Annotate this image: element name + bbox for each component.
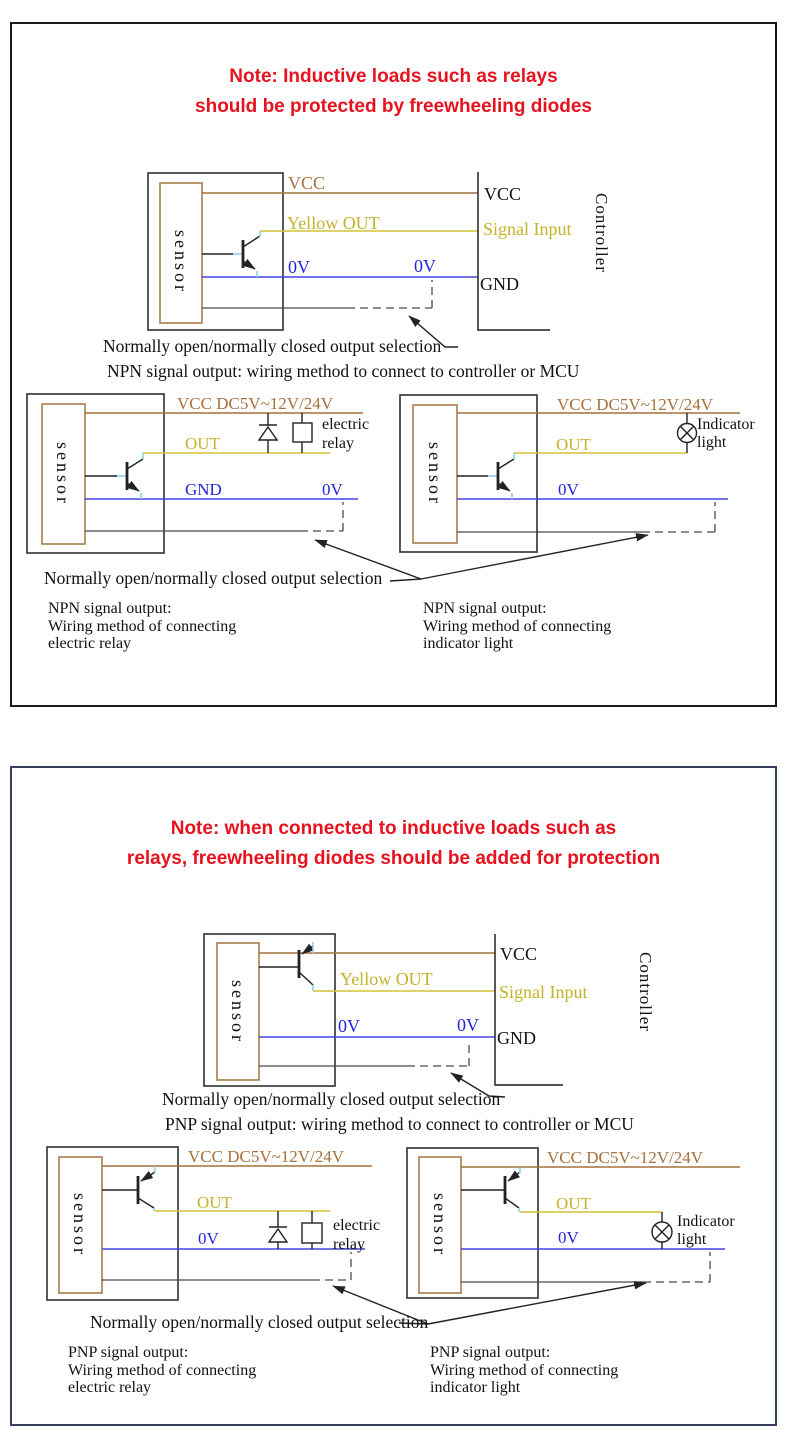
no-nc-selection-wire: [202, 280, 432, 308]
caption-line: indicator light: [423, 635, 514, 652]
light-label-line1: Indicator: [677, 1213, 735, 1230]
npn-controller-diagram: [148, 172, 611, 347]
sensor-outer-box: [47, 1147, 178, 1300]
sensor-label: sensor: [53, 442, 73, 506]
vcc-label: VCC DC5V~12V/24V: [188, 1147, 345, 1166]
indicator-lamp: [652, 1212, 672, 1249]
pnp-transistor: [259, 942, 313, 991]
no-nc-selection-wire: [259, 1040, 469, 1066]
light-label-line2: light: [697, 434, 727, 451]
zero-v-label-2: 0V: [414, 256, 436, 276]
caption-line: Wiring method of connecting: [430, 1361, 619, 1379]
sensor-outer-box: [400, 395, 537, 552]
note-line: relays, freewheeling diodes should be added for protection: [126, 848, 661, 869]
caption-line: electric relay: [48, 635, 132, 652]
out-wire-label: Yellow OUT: [340, 969, 433, 989]
note-line: should be protected by freewheeling diodes: [195, 96, 592, 117]
controller-label: Controller: [636, 952, 655, 1032]
out-label: OUT: [197, 1193, 232, 1212]
note-line: Note: when connected to inductive loads such as: [170, 818, 617, 839]
npn-main-caption-2: NPN signal output: wiring method to connect to controller or MCU: [107, 361, 580, 381]
zero-v-label: 0V: [558, 480, 579, 499]
npn-main-caption-1: Normally open/normally closed output selection: [103, 336, 442, 356]
controller-vcc-label: VCC: [500, 944, 538, 964]
pnp-controller-diagram: [204, 934, 655, 1097]
no-nc-selection-wire: [457, 502, 715, 532]
pnp-relay-diagram: [47, 1147, 380, 1300]
zero-v-label-1: 0V: [338, 1016, 360, 1036]
pnp-relay-caption: [68, 1344, 256, 1397]
npn-selection-caption: Normally open/normally closed output selection: [44, 568, 383, 588]
npn-light-caption: [423, 600, 611, 653]
relay-label-line1: electric: [322, 416, 370, 433]
vcc-label: VCC DC5V~12V/24V: [177, 394, 334, 413]
zero-v-label-1: 0V: [288, 257, 310, 277]
out-wire-label: Yellow OUT: [287, 213, 380, 233]
controller-label: Controller: [592, 193, 611, 273]
relay-label-line2: relay: [333, 1236, 365, 1253]
caption-line: PNP signal output:: [68, 1344, 189, 1361]
caption-line: Wiring method of connecting: [423, 617, 612, 635]
note-line: Note: Inductive loads such as relays: [229, 66, 558, 87]
pnp-main-caption-1: Normally open/normally closed output selection: [162, 1089, 501, 1109]
no-nc-selection-wire: [85, 502, 343, 531]
indicator-lamp: [678, 413, 697, 453]
gnd-label: GND: [185, 480, 222, 499]
controller-gnd-label: GND: [497, 1028, 536, 1048]
relay-label-line2: relay: [322, 435, 354, 452]
pnp-indicator-diagram: [407, 1148, 740, 1298]
zero-v-label: 0V: [322, 480, 343, 499]
npn-transistor: [85, 453, 143, 499]
light-label-line1: Indicator: [697, 416, 755, 433]
sensor-label: sensor: [228, 980, 248, 1044]
pnp-transistor: [461, 1167, 520, 1212]
out-label: OUT: [556, 1194, 591, 1213]
out-label: OUT: [185, 434, 220, 453]
sensor-outer-box: [204, 934, 335, 1086]
pnp-light-caption: [430, 1344, 618, 1397]
zero-v-label: 0V: [558, 1228, 579, 1247]
caption-line: indicator light: [430, 1379, 521, 1396]
npn-relay-caption: [48, 600, 236, 653]
no-nc-selection-wire: [102, 1252, 351, 1280]
relay-coil: [293, 413, 312, 453]
caption-line: electric relay: [68, 1379, 152, 1396]
relay-label-line1: electric: [333, 1217, 381, 1234]
sensor-label: sensor: [425, 442, 445, 506]
sensor-label: sensor: [70, 1193, 90, 1257]
sensor-outer-box: [407, 1148, 538, 1298]
caption-line: NPN signal output:: [48, 600, 172, 617]
caption-line: PNP signal output:: [430, 1344, 551, 1361]
npn-indicator-diagram: [400, 395, 755, 552]
controller-signal-label: Signal Input: [483, 219, 572, 239]
pnp-main-caption-2: PNP signal output: wiring method to connect to controller or MCU: [165, 1114, 634, 1134]
relay-coil: [302, 1211, 322, 1249]
caption-line: Wiring method of connecting: [68, 1361, 257, 1379]
sensor-outer-box: [27, 394, 164, 553]
pnp-transistor: [102, 1166, 155, 1211]
pnp-selection-caption: Normally open/normally closed output selection: [90, 1312, 429, 1332]
freewheeling-diode: [259, 413, 277, 453]
sensor-outer-box: [148, 173, 283, 330]
npn-transistor: [457, 453, 514, 499]
npn-relay-diagram: [27, 394, 369, 553]
npn-transistor: [202, 231, 260, 277]
controller-signal-label: Signal Input: [499, 982, 588, 1002]
sensor-label: sensor: [171, 230, 191, 294]
caption-line: Wiring method of connecting: [48, 617, 237, 635]
caption-line: NPN signal output:: [423, 600, 547, 617]
out-label: OUT: [556, 435, 591, 454]
freewheeling-diode: [269, 1211, 287, 1249]
sensor-label: sensor: [430, 1193, 450, 1257]
no-nc-selection-wire: [461, 1252, 710, 1282]
controller-vcc-label: VCC: [484, 184, 522, 204]
vcc-label: VCC DC5V~12V/24V: [557, 395, 714, 414]
vcc-wire-label: VCC: [288, 173, 326, 193]
zero-v-label: 0V: [198, 1229, 219, 1248]
light-label-line2: light: [677, 1231, 707, 1248]
zero-v-label-2: 0V: [457, 1015, 479, 1035]
vcc-label: VCC DC5V~12V/24V: [547, 1148, 704, 1167]
controller-gnd-label: GND: [480, 274, 519, 294]
